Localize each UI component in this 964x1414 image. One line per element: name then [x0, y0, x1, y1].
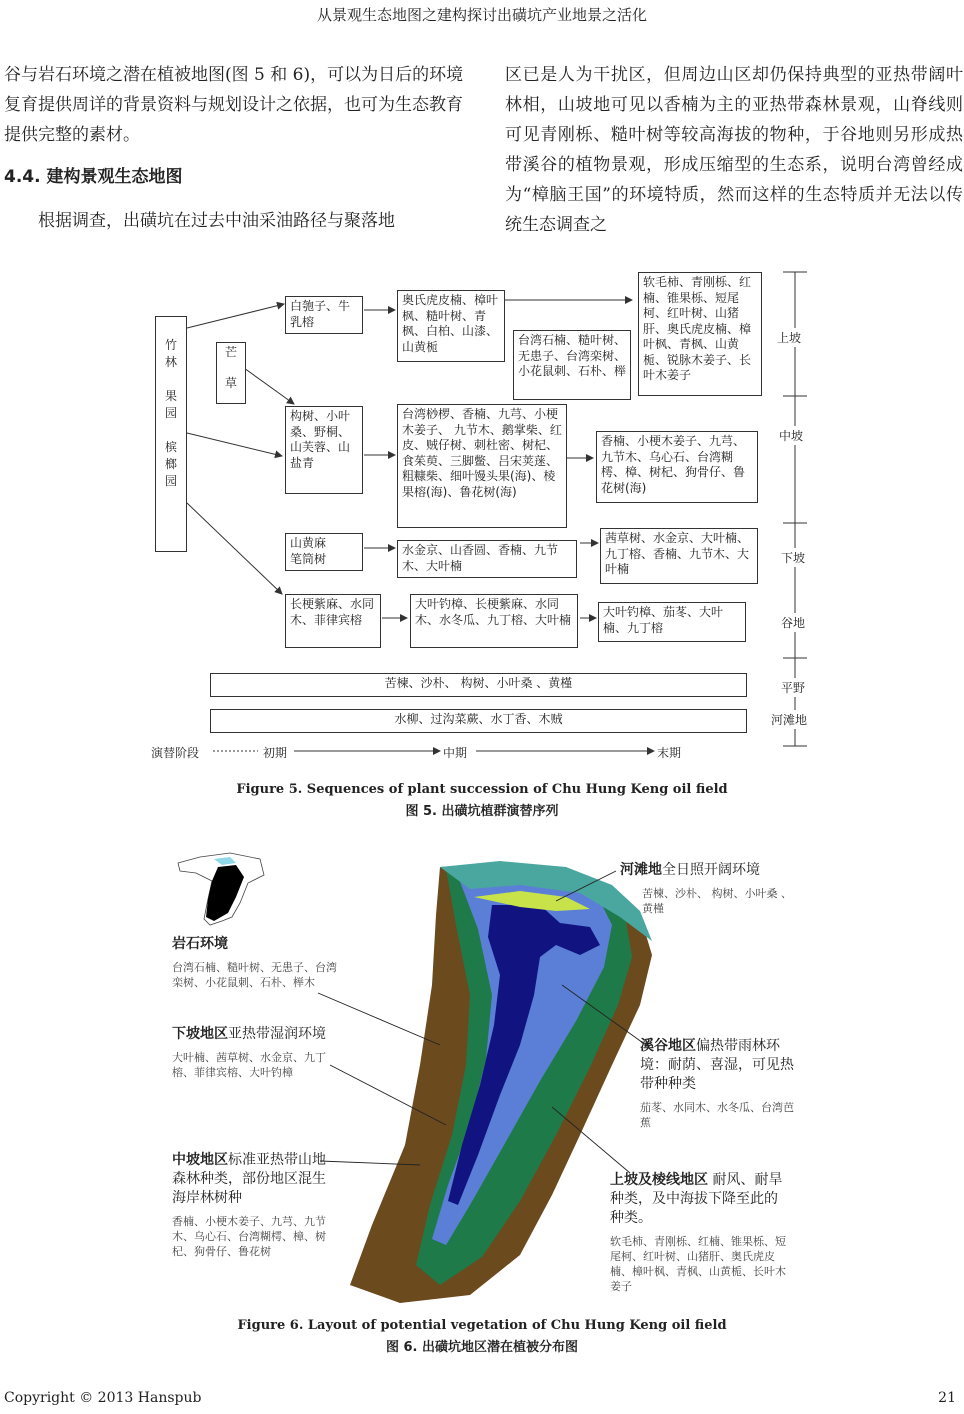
figure-5-caption-zh: 图 5. 出磺坑植群演替序列	[405, 804, 559, 819]
valley-desc: 偏热带雨林环境：耐荫、喜湿，可见热带种种类	[640, 1038, 794, 1092]
arrow-to-baipaozi	[187, 304, 284, 328]
rock-species: 台湾石楠、糙叶树、无患子、台湾栾树、小花鼠刺、石朴、榉木	[172, 961, 337, 989]
footer-page-number: 21	[938, 1390, 956, 1406]
arrow-to-changgeng	[187, 503, 282, 594]
box-changgeng: 长梗紫麻、水同木、菲律宾榕	[285, 594, 381, 648]
annotation-riverbank	[620, 861, 792, 916]
lower-desc: 亚热带湿润环境	[228, 1026, 326, 1042]
box-xiangnan: 香楠、小梗木姜子、九芎、九节木、乌心石、台湾糊樗、樟、树杞、狗骨仔、鲁花树(海)	[596, 431, 758, 503]
lower-title: 下坡地区	[172, 1026, 228, 1042]
lower-species: 大叶楠、茜草树、水金京、九丁榕、菲律宾榕、大叶钓樟	[172, 1051, 326, 1079]
zone-lower-slope: 下坡	[780, 548, 806, 567]
stage-label: 演替阶段	[150, 743, 200, 762]
middle-desc: 标准亚热带山地森林种类，部份地区混生海岸林树种	[172, 1152, 326, 1206]
annotation-rock	[172, 935, 342, 990]
upper-desc: 耐风、耐旱种类，及中海拔下降至此的种类。	[610, 1172, 783, 1226]
middle-title: 中坡地区	[172, 1152, 228, 1168]
upper-title: 上坡及棱线地区	[610, 1172, 708, 1188]
mangcao-box: 芒 草	[216, 342, 246, 404]
box-aoshi: 奥氏虎皮楠、樟叶枫、糙叶树、青枫、白柏、山漆、山黄栀	[397, 290, 505, 362]
left-column	[4, 60, 464, 236]
box-shanhuangma: 山黄麻 笔筒树	[285, 533, 363, 571]
figure-6-map-drawing	[0, 845, 964, 1315]
zone-plain: 平野	[780, 678, 806, 697]
middle-species: 香楠、小梗木姜子、九芎、九节木、乌心石、台湾糊樗、樟、树杞、狗骨仔、鲁花树	[172, 1215, 326, 1258]
box-shuijinjing: 水金京、山香圆、香楠、九节木、大叶楠	[397, 540, 577, 578]
box-goushu: 构树、小叶桑、野桐、山芙蓉、山盐青	[285, 406, 363, 494]
right-para: 区已是人为干扰区，但周边山区却仍保持典型的亚热带阔叶林相，山坡地可见以香楠为主的亚热带森林景观，山脊线则可见青刚栎、糙叶树等较高海拔的物种，于谷地则另形成热带溪谷的植物景观，形成压缩型的生态系，说明台湾曾经成为“樟脑王国”的环境特质，然而这样的生态特质并无法以传统生态调查之	[505, 65, 963, 235]
zone-valley: 谷地	[780, 613, 806, 632]
annotation-upper-slope	[610, 1171, 790, 1294]
figure-5-succession-diagram	[0, 258, 964, 788]
running-head: 从景观生态地图之建构探讨出磺坑产业地景之活化	[316, 6, 647, 24]
stage-early: 初期	[262, 743, 288, 762]
zone-riverbank: 河滩地	[770, 710, 808, 729]
box-wide-riverbank: 水柳、过沟菜蕨、水丁香、木贼	[210, 709, 747, 733]
river-title: 河滩地	[620, 862, 662, 878]
zone-upper-slope: 上坡	[776, 328, 802, 347]
box-taiwanshinan: 台湾石楠、糙叶树、无患子、台湾栾树、小花鼠刺、石朴、榉	[513, 330, 631, 400]
rock-title: 岩石环境	[172, 936, 228, 952]
box-baipaozi: 白匏子、牛乳榕	[285, 296, 363, 334]
locator-inset-map	[178, 853, 264, 925]
box-qiancao: 茜草树、水金京、大叶楠、九丁榕、香楠、九节木、大叶楠	[600, 528, 758, 584]
river-species: 苦楝、沙朴、 构树、小叶桑 、黄槿	[642, 887, 792, 915]
figure-6-caption-en: Figure 6. Layout of potential vegetation of Chu Hung Keng oil field	[237, 1318, 727, 1333]
valley-species: 茄苳、水同木、水冬瓜、台湾芭蕉	[640, 1101, 794, 1129]
figure-6-caption-zh: 图 6. 出磺坑地区潜在植被分布图	[385, 1340, 579, 1355]
arrow-to-goushu	[187, 433, 282, 456]
upper-species: 软毛柿、青刚栎、红楠、锥果栎、短尾柯、红叶树、山猪肝、奥氏虎皮楠、樟叶枫、青枫、山黄栀、长叶木姜子	[610, 1235, 786, 1293]
footer-copyright: Copyright © 2013 Hanspub	[4, 1390, 202, 1406]
arrow-mangcao	[244, 368, 294, 404]
left-para-1: 谷与岩石环境之潜在植被地图(图 5 和 6)，可以为日后的环境复育提供周详的背景资料与规划设计之依据，也可为生态教育提供完整的素材。	[4, 65, 464, 145]
figure-5-caption-en: Figure 5. Sequences of plant succession of Chu Hung Keng oil field	[236, 782, 728, 797]
stage-late: 末期	[656, 743, 682, 762]
right-column	[505, 60, 963, 240]
zone-middle-slope: 中坡	[778, 426, 804, 445]
annotation-middle-slope	[172, 1151, 332, 1259]
box-dayediaozhang-mid: 大叶钓樟、长梗紫麻、水同木、水冬瓜、九丁榕、大叶楠	[410, 594, 578, 648]
section-heading: 4.4. 建构景观生态地图	[4, 167, 183, 187]
annotation-valley	[640, 1037, 796, 1130]
valley-title: 溪谷地区	[640, 1038, 696, 1054]
stage-mid: 中期	[442, 743, 468, 762]
box-dayediaozhang-late: 大叶钓樟、茄苳、大叶楠、九丁榕	[598, 602, 746, 642]
annotation-lower-slope	[172, 1025, 344, 1080]
left-para-2: 根据调查，出磺坑在过去中油采油路径与聚落地	[38, 211, 395, 231]
box-ruanmaoshi: 软毛柿、青刚栎、红楠、锥果栎、短尾柯、红叶树、山猪肝、奥氏虎皮楠、樟叶枫、青枫、山黄栀、锐脉木姜子、长叶木姜子	[638, 272, 762, 396]
box-wide-plain: 苦楝、沙朴、 构树、小叶桑 、黄槿	[210, 673, 747, 697]
disturbed-area-box: 竹林 果园 槟榔园	[155, 316, 187, 552]
box-taiwansuoluo: 台湾桫椤、香楠、九芎、小梗木姜子、 九节木、鹅掌柴、红皮、贼仔树、刺杜密、树杞、食茱萸、三脚鳖、吕宋荚蒾、粗糠柴、细叶馒头果(海)、棱果榕(海)、鲁花树(海)	[397, 404, 567, 528]
figure-6-vegetation-map	[0, 845, 964, 1315]
river-desc: 全日照开阔环境	[662, 862, 760, 878]
